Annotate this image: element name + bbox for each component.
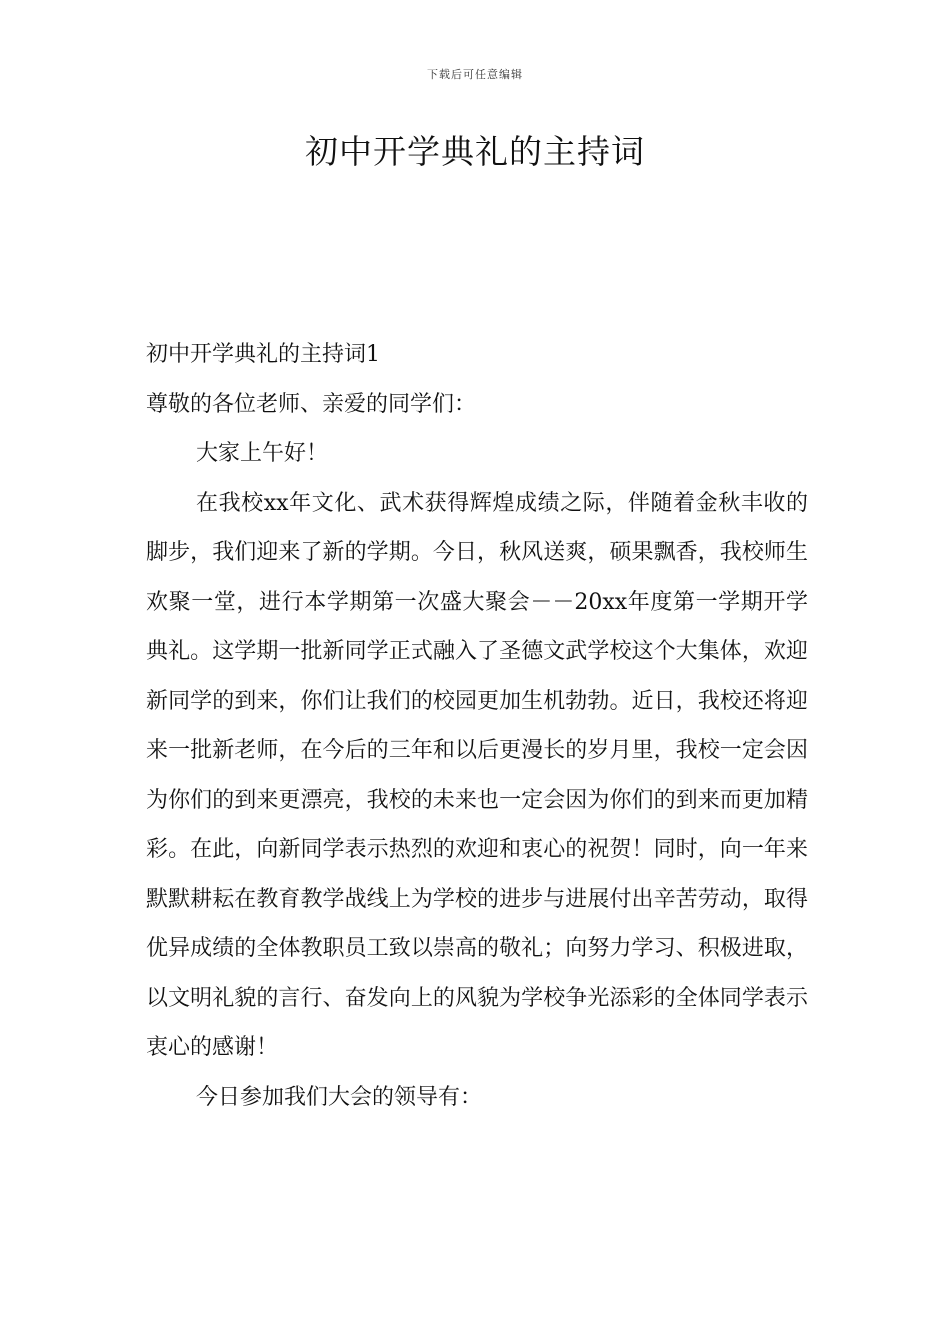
salutation: 尊敬的各位老师、亲爱的同学们：: [146, 391, 477, 417]
greeting: 大家上午好！: [196, 441, 329, 466]
document-body: [146, 330, 808, 1122]
section-subtitle: 初中开学典礼的主持词1: [146, 342, 380, 367]
paragraph-1: 在我校xx年文化、武术获得辉煌成绩之际，伴随着金秋丰收的脚步，我们迎来了新的学期。今日，秋风送爽，硕果飘香，我校师生欢聚一堂，进行本学期第一次盛大聚会－－20xx年度第一学期开学典礼。这学期一批新同学正式融入了圣德文武学校这个大集体，欢迎新同学的到来，你们让我们的校园更加生机勃勃。近日，我校还将迎来一批新老师，在今后的三年和以后更漫长的岁月里，我校一定会因为你们的到来更漂亮，我校的未来也一定会因为你们的到来而更加精彩。在此，向新同学表示热烈的欢迎和衷心的祝贺！同时，向一年来默默耕耘在教育教学战线上为学校的进步与进展付出辛苦劳动，取得优异成绩的全体教职员工致以崇高的敬礼；向努力学习、积极进取，以文明礼貌的言行、奋发向上的风貌为学校争光添彩的全体同学表示衷心的感谢！: [146, 490, 808, 1060]
document-title: 初中开学典礼的主持词: [305, 132, 645, 171]
header-note: 下载后可任意编辑: [427, 68, 523, 81]
paragraph-2: 今日参加我们大会的领导有：: [196, 1084, 483, 1110]
